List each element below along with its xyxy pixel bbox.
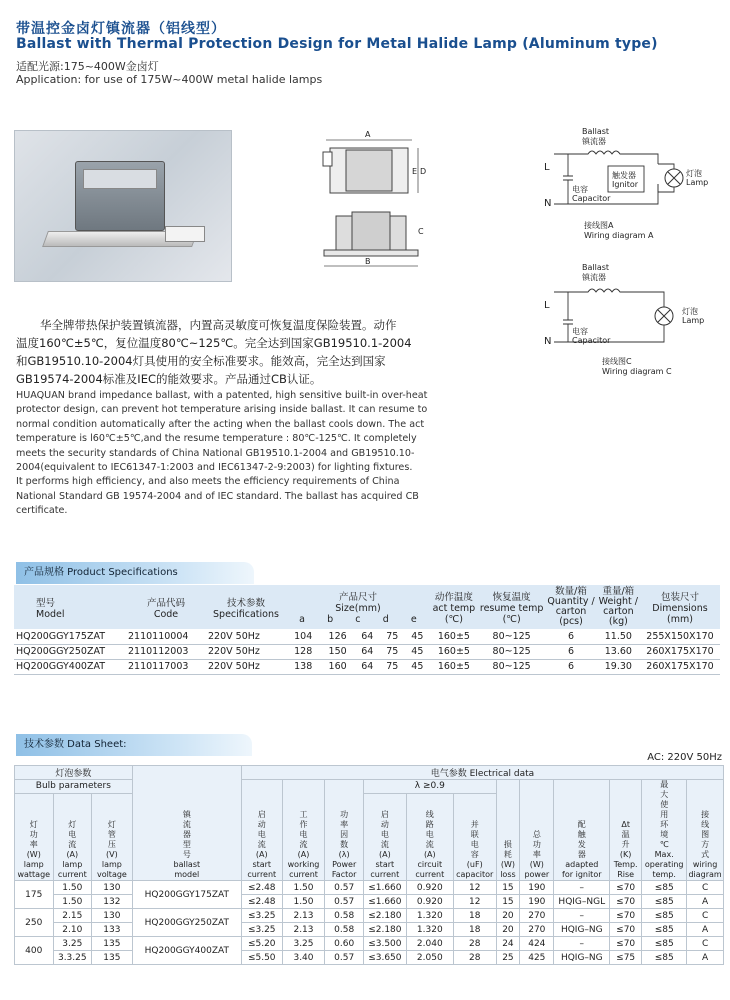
svg-text:N: N	[544, 336, 552, 347]
table-cell: ≤85	[642, 937, 687, 951]
table-cell: 425	[520, 951, 554, 965]
svg-text:灯泡: 灯泡	[682, 307, 698, 316]
dim-label-a: A	[365, 130, 371, 139]
svg-text:Wiring diagram A: Wiring diagram A	[584, 231, 654, 240]
svg-text:Ignitor: Ignitor	[612, 180, 639, 189]
table-cell: 1.50	[282, 881, 325, 895]
table-cell: 2110112003	[126, 644, 206, 659]
table-cell: A	[687, 895, 724, 909]
table-cell: ≤85	[642, 895, 687, 909]
table-cell: 64	[355, 629, 380, 644]
svg-text:Capacitor: Capacitor	[572, 336, 611, 345]
table-cell: ≤1.660	[363, 895, 406, 909]
table-cell: 135	[92, 937, 133, 951]
table-cell: 0.57	[325, 951, 364, 965]
table-cell: 18	[453, 923, 496, 937]
svg-text:接线图C: 接线图C	[602, 357, 632, 366]
table-cell: A	[687, 951, 724, 965]
table-cell: HQ200GGY175ZAT	[14, 629, 126, 644]
table-cell: 160±5	[430, 659, 478, 674]
svg-text:Capacitor: Capacitor	[572, 194, 611, 203]
table-cell: 15	[496, 881, 520, 895]
table-cell: ≤5.50	[241, 951, 282, 965]
svg-text:Wiring diagram C: Wiring diagram C	[602, 367, 672, 376]
table-cell: 175	[15, 881, 54, 909]
table-cell: ≤70	[610, 937, 642, 951]
data-sheet-tab: 技术参数 Data Sheet:	[16, 734, 252, 756]
table-cell: ≤70	[610, 895, 642, 909]
table-cell: 220V 50Hz	[206, 629, 286, 644]
table-row	[14, 629, 720, 644]
table-cell: 25	[496, 951, 520, 965]
table-cell: 2110117003	[126, 659, 206, 674]
table-cell: 80~125	[478, 659, 546, 674]
column-header: 接 线 图 方 式 wiring diagram	[687, 780, 724, 881]
table-cell: C	[687, 937, 724, 951]
table-cell: HQ200GGY175ZAT	[132, 881, 241, 909]
table-cell: 0.57	[325, 881, 364, 895]
table-cell: 0.58	[325, 923, 364, 937]
table-cell: 270	[520, 923, 554, 937]
svg-text:N: N	[544, 198, 552, 209]
ac-note: AC: 220V 50Hz	[647, 752, 722, 763]
table-cell: 15	[496, 895, 520, 909]
table-cell: 190	[520, 895, 554, 909]
table-cell: 220V 50Hz	[206, 644, 286, 659]
table-cell: –	[554, 937, 610, 951]
table-cell: 75	[380, 629, 405, 644]
product-photo	[14, 130, 232, 282]
description-en: HUAQUAN brand impedance ballast, with a patented, high sensitive built-in over-heat protector design, can prevent hot temperature arising inside ballast. It can resume to normal condition automatically after the acting when the ballast cools down. The act temperature is l60℃±5℃,and the resume temperature : 80℃-125℃. It completely meets the security standards of China National GB19510.1-2004 and GB19510.10- 2004(equivalent to IEC61347-1:2003 and IEC61347-2-9:2003) for lighting fixtures. It performs high efficiency, and also meets the efficiency requirements of China National Standard GB 19574-2004 and of IEC standard. The ballast has acquired CB certificate.	[16, 390, 428, 517]
table-cell: HQ200GGY400ZAT	[14, 659, 126, 674]
table-cell: 13.60	[597, 644, 640, 659]
table-cell: 75	[380, 659, 405, 674]
table-cell: ≤2.180	[363, 909, 406, 923]
table-row	[15, 923, 724, 937]
wiring-diagram-c	[540, 262, 720, 382]
table-cell: HQIG–NG	[554, 923, 610, 937]
column-header: 启 动 电 流 (A) start current	[363, 793, 406, 880]
product-spec-table: 型号 Model 产品代码 Code 技术参数 Specifications 产品尺寸 Size(mm) a b c d e 动作温度 act temp (℃) 恢复温度 resume temp (℃) 数量/箱 Quantity / carton (pcs) 重量/箱 Weight / carton (kg) 包装尺寸 Dimensions (mm) HQ200GGY175ZAT 2110110004 220V 50Hz 104 126 64 75 45 160±5 80~125 6 11.50 255X150X170 HQ200GGY250ZAT 2110112003 220V 50Hz 128 150 64 75 45 160±5 80~125 6 13.60 260X175X170 HQ200GGY400ZAT 2110117003 220V 50Hz 138 160 64 75 45 160±5 80~125 6 19.30 260X175X170	[14, 585, 720, 675]
column-header: Δt 温 升 (K) Temp. Rise	[610, 780, 642, 881]
table-cell: ≤2.48	[241, 895, 282, 909]
table-row	[14, 659, 720, 674]
table-cell: ≤85	[642, 909, 687, 923]
table-cell: 0.58	[325, 909, 364, 923]
table-cell: 400	[15, 937, 54, 965]
table-cell: 0.920	[406, 895, 453, 909]
table-cell: 250	[15, 909, 54, 937]
electrical-header: 电气参数 Electrical data	[241, 766, 723, 780]
table-cell: 128	[286, 644, 320, 659]
table-cell: HQIG–NG	[554, 951, 610, 965]
table-cell: 0.57	[325, 895, 364, 909]
column-header: 功 率 因 数 (λ) Power Factor	[325, 780, 364, 881]
title-en: Ballast with Thermal Protection Design for Metal Halide Lamp (Aluminum type)	[16, 36, 658, 52]
bulb-params-header: 灯泡参数	[15, 766, 133, 780]
table-cell: –	[554, 909, 610, 923]
svg-text:镇流器: 镇流器	[582, 137, 606, 146]
column-header: 工 作 电 流 (A) working current	[282, 780, 325, 881]
table-cell: 3.25	[282, 937, 325, 951]
table-cell: 130	[92, 909, 133, 923]
svg-text:L: L	[544, 300, 550, 311]
table-cell: ≤2.180	[363, 923, 406, 937]
table-cell: 270	[520, 909, 554, 923]
table-cell: ≤75	[610, 951, 642, 965]
table-cell: 260X175X170	[640, 644, 720, 659]
column-header: 配 触 发 器 adapted for ignitor	[554, 780, 610, 881]
table-cell: 255X150X170	[640, 629, 720, 644]
table-cell: 0.920	[406, 881, 453, 895]
table-cell: 2.13	[282, 909, 325, 923]
table-cell: ≤3.650	[363, 951, 406, 965]
title-cn: 带温控金卤灯镇流器（铝线型）	[16, 21, 226, 37]
table-cell: 20	[496, 923, 520, 937]
column-header: 总 功 率 (W) power	[520, 780, 554, 881]
table-cell: 190	[520, 881, 554, 895]
table-cell: HQIG–NGL	[554, 895, 610, 909]
data-sheet-table: 灯泡参数 镇 流 器 型 号 ballast model 电气参数 Electrical data Bulb parameters 启 动 电 流 (A) start current 工 作 电 流 (A) working current 功 率 因 数 (λ) Power Factor λ ≥0.9 损 耗 (W) loss 总 功 率 (W) power 配 触 发 器 adapted for ignitor Δt 温 升 (K) Temp. Rise 最 大 使 用 环 境 ℃ Max. operating temp. 接 线 图 方 式 wiring diagram 灯 功 率 (W) lamp wattage 灯 电 流 (A) lamp current 灯 管 压 (V) lamp voltage 启 动 电 流 (A) start current 线 路 电 流 (A) circuit current 并 联 电 容 (uF) capacitor 175 1.50 130 HQ200GGY175ZAT ≤2.48 1.50 0.57 ≤1.660 0.920 12 15 190 – ≤70 ≤85 C 1.50 132 ≤2.48 1.50 0.57 ≤1.660 0.920 12 15 190 HQIG–NGL ≤70 ≤85 A 250 2.15 130 HQ200GGY250ZAT ≤3.25 2.13 0.58 ≤2.180 1.320 18 20 270 – ≤70 ≤85 C 2.10 133 ≤3.25 2.13 0.58 ≤2.180 1.320 18 20 270 HQIG–NG ≤70 ≤85 A 400 3.25 135 HQ200GGY400ZAT ≤5.20 3.25 0.60 ≤3.500 2.040 28 24 424 – ≤70 ≤85 C 3.3.25 135 ≤5.50 3.40 0.57 ≤3.650 2.050 28 25 425 HQIG–NG ≤75 ≤85 A	[14, 765, 724, 965]
table-cell: 1.50	[53, 895, 92, 909]
table-cell: ≤85	[642, 881, 687, 895]
table-cell: ≤70	[610, 923, 642, 937]
table-cell: –	[554, 881, 610, 895]
table-cell: ≤3.25	[241, 909, 282, 923]
table-cell: 1.320	[406, 923, 453, 937]
table-cell: C	[687, 909, 724, 923]
table-cell: A	[687, 923, 724, 937]
table-cell: 132	[92, 895, 133, 909]
svg-text:L: L	[544, 162, 550, 173]
table-cell: 6	[545, 629, 596, 644]
column-header: 镇 流 器 型 号 ballast model	[132, 766, 241, 881]
table-cell: HQ200GGY250ZAT	[132, 909, 241, 937]
table-row	[15, 951, 724, 965]
table-cell: 1.50	[282, 895, 325, 909]
table-cell: ≤2.48	[241, 881, 282, 895]
table-cell: 2110110004	[126, 629, 206, 644]
table-cell: 75	[380, 644, 405, 659]
dim-label-b: B	[365, 257, 371, 266]
table-cell: 133	[92, 923, 133, 937]
table-cell: 28	[453, 951, 496, 965]
table-cell: ≤1.660	[363, 881, 406, 895]
column-header: 灯 管 压 (V) lamp voltage	[92, 793, 133, 880]
table-cell: 138	[286, 659, 320, 674]
table-cell: 424	[520, 937, 554, 951]
column-header: 最 大 使 用 环 境 ℃ Max. operating temp.	[642, 780, 687, 881]
svg-text:镇流器: 镇流器	[582, 273, 606, 282]
table-cell: 12	[453, 895, 496, 909]
table-row	[14, 644, 720, 659]
table-cell: ≤70	[610, 909, 642, 923]
table-cell: 20	[496, 909, 520, 923]
wiring-diagram-a	[540, 126, 720, 246]
column-header: 灯 电 流 (A) lamp current	[53, 793, 92, 880]
column-header: 损 耗 (W) loss	[496, 780, 520, 881]
svg-text:Ballast: Ballast	[582, 127, 610, 136]
table-cell: 3.40	[282, 951, 325, 965]
table-cell: 18	[453, 909, 496, 923]
column-header: 灯 功 率 (W) lamp wattage	[15, 793, 54, 880]
table-cell: 45	[405, 629, 430, 644]
table-cell: 130	[92, 881, 133, 895]
dimension-drawing	[318, 128, 433, 273]
dim-label-e: E	[412, 167, 418, 176]
column-header: 启 动 电 流 (A) start current	[241, 780, 282, 881]
column-header: 并 联 电 容 (uF) capacitor	[453, 793, 496, 880]
table-cell: 2.15	[53, 909, 92, 923]
table-cell: ≤85	[642, 923, 687, 937]
table-cell: 6	[545, 644, 596, 659]
table-cell: 2.040	[406, 937, 453, 951]
table-cell: 160	[320, 659, 354, 674]
description-cn: 华全牌带热保护装置镇流器，内置高灵敏度可恢复温度保险装置。动作 温度160℃±5℃，复位温度80℃~125℃。完全达到国家GB19510.1-2004 和GB19510.10-2004灯具使用的安全标准要求。能效高，完全达到国家 GB19574-2004标准及IEC的能效要求。产品通过CB认证。	[16, 318, 412, 386]
table-cell: 64	[355, 659, 380, 674]
table-cell: 11.50	[597, 629, 640, 644]
table-cell: 3.25	[53, 937, 92, 951]
column-header: 线 路 电 流 (A) circuit current	[406, 793, 453, 880]
table-row	[15, 909, 724, 923]
svg-text:Lamp: Lamp	[686, 178, 709, 187]
table-cell: 2.13	[282, 923, 325, 937]
table-cell: 2.10	[53, 923, 92, 937]
table-cell: ≤3.500	[363, 937, 406, 951]
table-cell: HQ200GGY250ZAT	[14, 644, 126, 659]
table-cell: ≤5.20	[241, 937, 282, 951]
table-row	[15, 937, 724, 951]
table-cell: 260X175X170	[640, 659, 720, 674]
table-cell: 160±5	[430, 629, 478, 644]
table-cell: 6	[545, 659, 596, 674]
table-cell: HQ200GGY400ZAT	[132, 937, 241, 965]
table-cell: 1.320	[406, 909, 453, 923]
table-cell: 2.050	[406, 951, 453, 965]
table-cell: 126	[320, 629, 354, 644]
table-cell: 80~125	[478, 644, 546, 659]
svg-text:接线图A: 接线图A	[584, 221, 614, 230]
table-cell: 0.60	[325, 937, 364, 951]
svg-text:电容: 电容	[572, 327, 588, 336]
table-cell: 220V 50Hz	[206, 659, 286, 674]
table-cell: 104	[286, 629, 320, 644]
table-row	[15, 881, 724, 895]
svg-text:触发器: 触发器	[612, 171, 636, 180]
dim-label-c: C	[418, 227, 424, 236]
table-cell: 150	[320, 644, 354, 659]
table-cell: ≤85	[642, 951, 687, 965]
table-cell: 64	[355, 644, 380, 659]
table-cell: 12	[453, 881, 496, 895]
table-cell: 45	[405, 659, 430, 674]
table-cell: ≤3.25	[241, 923, 282, 937]
product-spec-tab: 产品规格 Product Specifications	[16, 562, 254, 584]
table-cell: 135	[92, 951, 133, 965]
table-cell: 80~125	[478, 629, 546, 644]
table-cell: 3.3.25	[53, 951, 92, 965]
svg-text:Lamp: Lamp	[682, 316, 705, 325]
dim-label-d: D	[420, 167, 427, 176]
table-cell: 19.30	[597, 659, 640, 674]
table-cell: 45	[405, 644, 430, 659]
svg-text:Ballast: Ballast	[582, 263, 610, 272]
table-cell: 1.50	[53, 881, 92, 895]
application-en: Application: for use of 175W~400W metal halide lamps	[16, 73, 323, 86]
table-row	[15, 895, 724, 909]
table-cell: 28	[453, 937, 496, 951]
table-cell: 160±5	[430, 644, 478, 659]
application-cn: 适配光源:175~400W金卤灯	[16, 60, 159, 73]
table-cell: C	[687, 881, 724, 895]
svg-text:电容: 电容	[572, 185, 588, 194]
svg-text:灯泡: 灯泡	[686, 169, 702, 178]
table-cell: 24	[496, 937, 520, 951]
table-cell: ≤70	[610, 881, 642, 895]
